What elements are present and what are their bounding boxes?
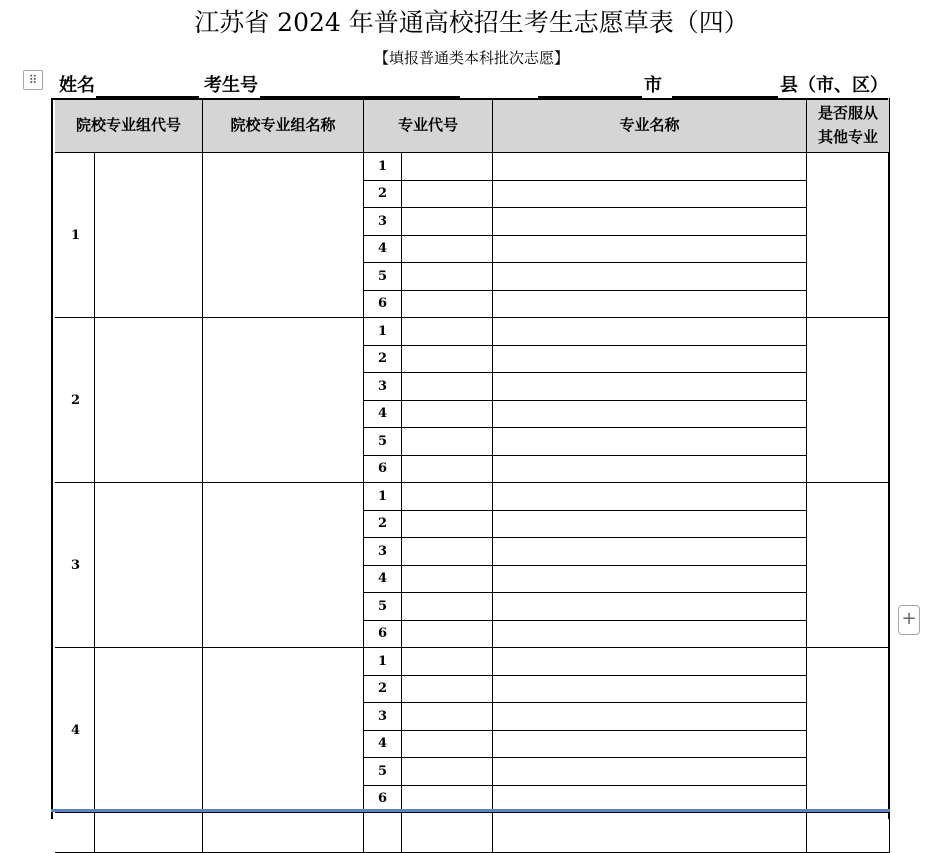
table-row[interactable] xyxy=(493,813,807,853)
exam-number-label: 考生号 xyxy=(204,75,258,96)
header-group-code: 院校专业组代号 xyxy=(55,98,203,153)
major-name-cell[interactable] xyxy=(493,181,807,209)
major-name-cell[interactable] xyxy=(493,566,807,594)
group-name-cell[interactable] xyxy=(203,483,364,648)
group-code-cell[interactable] xyxy=(95,318,203,483)
major-index: 2 xyxy=(364,511,402,539)
table-row[interactable] xyxy=(95,813,203,853)
major-name-cell[interactable] xyxy=(493,346,807,374)
group-number: 3 xyxy=(55,483,95,648)
accept-other-cell[interactable] xyxy=(807,648,890,813)
major-code-cell[interactable] xyxy=(402,538,493,566)
major-code-cell[interactable] xyxy=(402,318,493,346)
major-index: 5 xyxy=(364,758,402,786)
header-group-name: 院校专业组名称 xyxy=(203,98,364,153)
major-code-cell[interactable] xyxy=(402,236,493,264)
major-index: 1 xyxy=(364,318,402,346)
major-name-cell[interactable] xyxy=(493,511,807,539)
major-code-cell[interactable] xyxy=(402,483,493,511)
major-index: 4 xyxy=(364,566,402,594)
major-code-cell[interactable] xyxy=(402,401,493,429)
major-code-cell[interactable] xyxy=(402,621,493,649)
major-code-cell[interactable] xyxy=(402,566,493,594)
document-subtitle: 【填报普通类本科批次志愿】 xyxy=(373,49,569,67)
major-code-cell[interactable] xyxy=(402,456,493,484)
major-code-cell[interactable] xyxy=(402,428,493,456)
major-code-cell[interactable] xyxy=(402,291,493,319)
major-name-cell[interactable] xyxy=(493,731,807,759)
major-code-cell[interactable] xyxy=(402,181,493,209)
name-label: 姓名 xyxy=(59,75,95,96)
group-name-cell[interactable] xyxy=(203,153,364,318)
table-row[interactable] xyxy=(402,813,493,853)
group-code-cell[interactable] xyxy=(95,648,203,813)
city-label: 市 xyxy=(644,75,662,96)
major-index: 6 xyxy=(364,786,402,814)
group-code-cell[interactable] xyxy=(95,483,203,648)
major-code-cell[interactable] xyxy=(402,758,493,786)
major-index: 3 xyxy=(364,208,402,236)
major-name-cell[interactable] xyxy=(493,758,807,786)
major-code-cell[interactable] xyxy=(402,263,493,291)
group-code-cell[interactable] xyxy=(95,153,203,318)
header-accept-other: 是否服从其他专业 xyxy=(807,98,890,153)
major-name-cell[interactable] xyxy=(493,208,807,236)
major-index: 3 xyxy=(364,538,402,566)
major-code-cell[interactable] xyxy=(402,208,493,236)
group-number: 2 xyxy=(55,318,95,483)
major-index: 5 xyxy=(364,263,402,291)
major-index: 4 xyxy=(364,731,402,759)
major-code-cell[interactable] xyxy=(402,373,493,401)
major-name-cell[interactable] xyxy=(493,538,807,566)
table-top-border xyxy=(53,98,888,100)
county-label: 县（市、区） xyxy=(780,75,888,96)
selection-indicator xyxy=(51,809,890,812)
table-row[interactable] xyxy=(807,813,890,853)
major-code-cell[interactable] xyxy=(402,648,493,676)
major-name-cell[interactable] xyxy=(493,703,807,731)
document-title: 江苏省 2024 年普通高校招生考生志愿草表（四） xyxy=(194,8,749,37)
major-name-cell[interactable] xyxy=(493,401,807,429)
major-index: 6 xyxy=(364,621,402,649)
major-index: 3 xyxy=(364,703,402,731)
major-index: 4 xyxy=(364,236,402,264)
major-code-cell[interactable] xyxy=(402,703,493,731)
major-name-cell[interactable] xyxy=(493,236,807,264)
major-code-cell[interactable] xyxy=(402,153,493,181)
group-name-cell[interactable] xyxy=(203,318,364,483)
table-row[interactable] xyxy=(55,813,95,853)
major-code-cell[interactable] xyxy=(402,511,493,539)
major-index: 6 xyxy=(364,291,402,319)
major-name-cell[interactable] xyxy=(493,318,807,346)
major-name-cell[interactable] xyxy=(493,373,807,401)
major-code-cell[interactable] xyxy=(402,593,493,621)
major-index: 1 xyxy=(364,648,402,676)
major-name-cell[interactable] xyxy=(493,456,807,484)
major-name-cell[interactable] xyxy=(493,676,807,704)
volunteer-table xyxy=(51,98,890,819)
major-name-cell[interactable] xyxy=(493,648,807,676)
major-code-cell[interactable] xyxy=(402,731,493,759)
table-row[interactable] xyxy=(364,813,402,853)
major-index: 5 xyxy=(364,593,402,621)
major-name-cell[interactable] xyxy=(493,263,807,291)
major-index: 3 xyxy=(364,373,402,401)
major-index: 2 xyxy=(364,676,402,704)
major-index: 4 xyxy=(364,401,402,429)
major-index: 2 xyxy=(364,181,402,209)
major-name-cell[interactable] xyxy=(493,593,807,621)
add-row-icon[interactable]: + xyxy=(898,605,920,635)
accept-other-cell[interactable] xyxy=(807,318,890,483)
group-number: 4 xyxy=(55,648,95,813)
group-number: 1 xyxy=(55,153,95,318)
major-name-cell[interactable] xyxy=(493,153,807,181)
major-name-cell[interactable] xyxy=(493,428,807,456)
accept-other-cell[interactable] xyxy=(807,153,890,318)
major-index: 2 xyxy=(364,346,402,374)
header-major-name: 专业名称 xyxy=(493,98,807,153)
group-name-cell[interactable] xyxy=(203,648,364,813)
major-name-cell[interactable] xyxy=(493,291,807,319)
major-index: 6 xyxy=(364,456,402,484)
major-code-cell[interactable] xyxy=(402,346,493,374)
major-code-cell[interactable] xyxy=(402,676,493,704)
accept-other-cell[interactable] xyxy=(807,483,890,648)
major-name-cell[interactable] xyxy=(493,483,807,511)
major-index: 1 xyxy=(364,153,402,181)
major-index: 1 xyxy=(364,483,402,511)
table-move-handle-icon[interactable]: ⠿ xyxy=(23,70,43,90)
major-index: 5 xyxy=(364,428,402,456)
table-row[interactable] xyxy=(203,813,364,853)
header-major-code: 专业代号 xyxy=(364,98,493,153)
major-name-cell[interactable] xyxy=(493,621,807,649)
